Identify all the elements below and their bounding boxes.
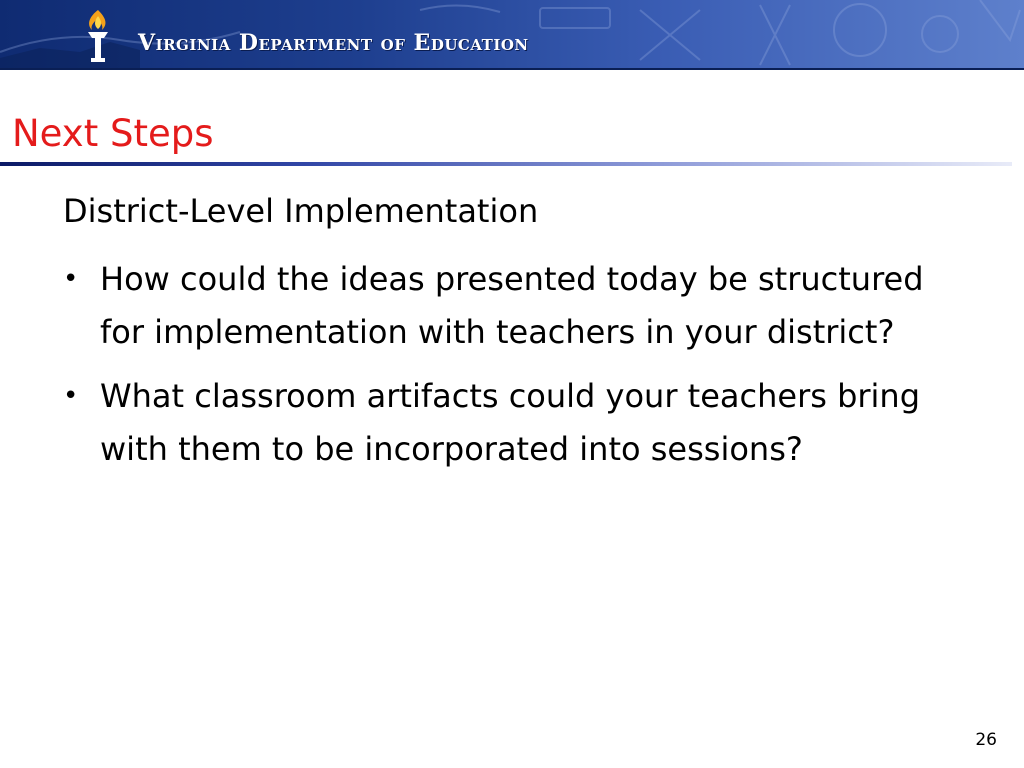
slide-subheading: District-Level Implementation (63, 192, 539, 230)
bullet-icon: • (63, 381, 79, 411)
bullet-item (60, 253, 960, 359)
bullet-list (60, 253, 960, 487)
banner-rule (0, 68, 1024, 70)
bullet-icon: • (63, 264, 79, 294)
bullet-text: How could the ideas presented today be structured for implementation with teachers in your district? (100, 260, 924, 351)
torch-icon (78, 8, 118, 66)
title-divider (0, 162, 1012, 166)
organization-name: Virginia Department of Education (138, 30, 529, 56)
page-number: 26 (975, 730, 997, 750)
bullet-text: What classroom artifacts could your teachers bring with them to be incorporated into sessions? (100, 377, 921, 468)
bullet-item (60, 370, 960, 476)
slide-title: Next Steps (12, 112, 214, 155)
header-banner (0, 0, 1024, 70)
